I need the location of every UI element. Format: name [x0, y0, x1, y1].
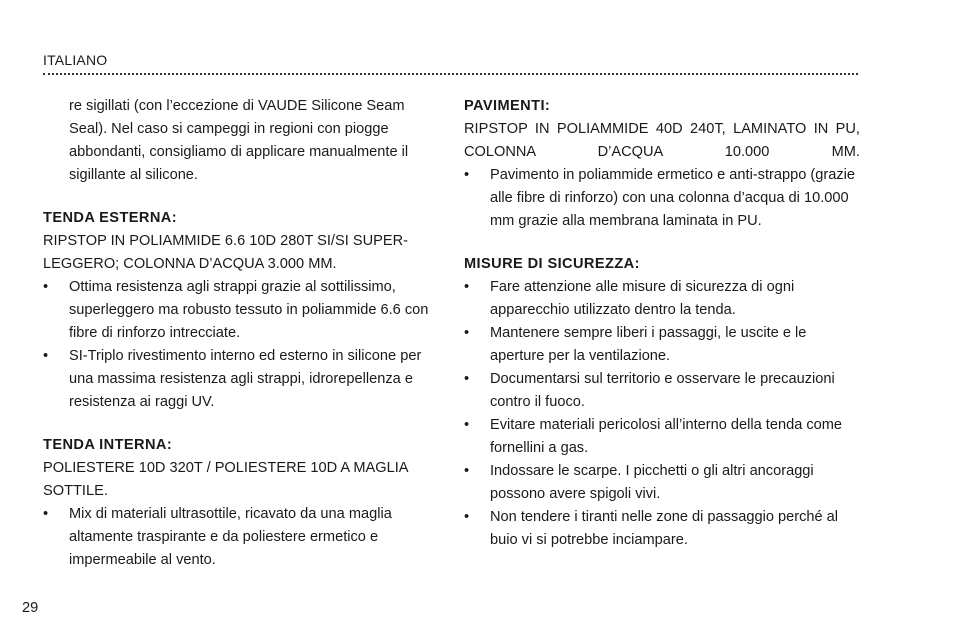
- bullet-icon: •: [43, 348, 49, 364]
- list-item-text: Fare attenzione alle misure di sicurezza di ogni apparecchio utilizzato dentro la tenda.: [490, 279, 795, 318]
- section-language-label: ITALIANO: [43, 52, 108, 68]
- list-item: [464, 322, 860, 368]
- list-item-text: Indossare le scarpe. I picchetti o gli altri ancoraggi possono avere spigoli vivi.: [490, 463, 814, 502]
- list-item-text: Documentarsi sul territorio e osservare le precauzioni contro il fuoco.: [490, 371, 835, 410]
- bullet-icon: •: [464, 463, 470, 479]
- list-item-text: Mix di materiali ultrasottile, ricavato da una maglia altamente traspirante e da poliestere ermetico e impermeabile al vento.: [69, 506, 392, 568]
- list-item: [464, 414, 860, 460]
- bullet-list: [43, 503, 443, 572]
- page-number: 29: [22, 600, 39, 616]
- bullet-icon: •: [43, 506, 49, 522]
- bullet-icon: •: [464, 417, 470, 433]
- bullet-icon: •: [464, 371, 470, 387]
- section-title: TENDA INTERNA:: [43, 437, 173, 453]
- bullet-icon: •: [464, 509, 470, 525]
- list-item-text: Evitare materiali pericolosi all’interno della tenda come fornellini a gas.: [490, 417, 843, 456]
- continuation-paragraph: re sigillati (con l’eccezione di VAUDE Silicone Seam Seal). Nel caso si campeggi in regioni con piogge abbondanti, consigliamo di applicare manualmente il sigillante al silicone.: [69, 98, 409, 183]
- list-item: [464, 276, 860, 322]
- section-tenda-interna: [43, 434, 443, 572]
- list-item: [43, 503, 443, 572]
- bullet-icon: •: [464, 279, 470, 295]
- list-item: [43, 345, 443, 414]
- list-item: [464, 460, 860, 506]
- bullet-icon: •: [464, 325, 470, 341]
- section-spec: RIPSTOP IN POLIAMMIDE 6.6 10D 280T SI/SI SUPER-LEGGERO; COLONNA D’ACQUA 3.000 MM.: [43, 233, 408, 272]
- list-item-text: Pavimento in poliammide ermetico e anti-strappo (grazie alle fibre di rinforzo) con una colonna d’acqua di 10.000 mm grazie alla membrana laminata in PU.: [490, 167, 856, 229]
- section-spec: RIPSTOP IN POLIAMMIDE 40D 240T, LAMINATO IN PU, COLONNA D’ACQUA 10.000 MM.: [464, 121, 860, 160]
- list-item-text: Ottima resistenza agli strappi grazie al sottilissimo, superleggero ma robusto tessuto in poliammide 6.6 con fibre di rinforzo intrecciate.: [69, 279, 429, 341]
- list-item: [43, 276, 443, 345]
- list-item-text: Mantenere sempre liberi i passaggi, le uscite e le aperture per la ventilazione.: [490, 325, 807, 364]
- list-item: [464, 164, 860, 233]
- left-column: [43, 95, 443, 572]
- bullet-list: [464, 164, 860, 233]
- list-item-text: Non tendere i tiranti nelle zone di passaggio perché al buio vi si potrebbe inciampare.: [490, 509, 839, 548]
- section-title: PAVIMENTI:: [464, 98, 551, 114]
- section-misure-di-sicurezza: [464, 253, 860, 552]
- section-pavimenti: [464, 95, 860, 233]
- section-title: MISURE DI SICUREZZA:: [464, 256, 640, 272]
- section-title: TENDA ESTERNA:: [43, 210, 177, 226]
- section-spec: POLIESTERE 10D 320T / POLIESTERE 10D A MAGLIA SOTTILE.: [43, 460, 408, 499]
- bullet-list: [464, 276, 860, 552]
- list-item: [464, 506, 860, 552]
- section-tenda-esterna: [43, 207, 443, 414]
- bullet-icon: •: [464, 167, 470, 183]
- list-item-text: SI-Triplo rivestimento interno ed esterno in silicone per una massima resistenza agli strappi, idrorepellenza e resistenza ai raggi UV.: [69, 348, 422, 410]
- bullet-icon: •: [43, 279, 49, 295]
- dotted-divider: [43, 73, 858, 75]
- list-item: [464, 368, 860, 414]
- bullet-list: [43, 276, 443, 414]
- right-column: [464, 95, 860, 552]
